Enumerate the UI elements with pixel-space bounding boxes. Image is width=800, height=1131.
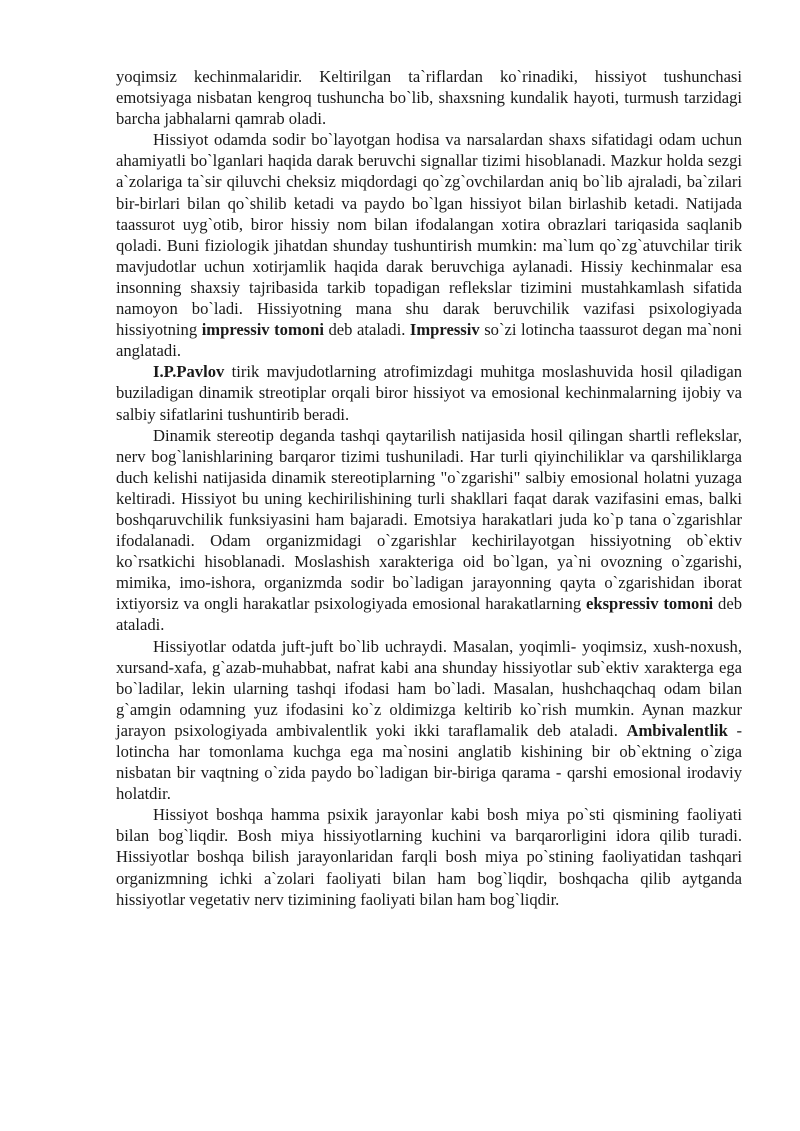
bold-term: Impressiv — [409, 320, 480, 340]
paragraph-3 — [116, 361, 742, 424]
paragraph-text: tirik mavjudotlarning atrofimizdagi muhitga moslashuvida hosil qiladigan buziladigan dinamik streotiplar orqali biror hissiyot va emosional kechinmalarning ijobiy va salbiy sifatlarini tushuntirib beradi. — [116, 362, 742, 424]
bold-term: ekspressiv tomoni — [585, 594, 714, 614]
paragraph-text: yoqimsiz kechinmalaridir. Keltirilgan ta`riflardan ko`rinadiki, hissiyot tushunchasi emotsiyaga nisbatan kengroq tushuncha bo`lib, shaxsning kundalik hayoti, turmush tarzidagi barcha jabhalarni qamrab oladi. — [116, 67, 742, 129]
paragraph-text: Hissiyotlar odatda juft-juft bo`lib uchraydi. Masalan, yoqimli- yoqimsiz, xush-noxush, xursand-xafa, g`azab-muhabbat, nafrat kabi ana shunday hissiyotlar sub`ektiv xarakterga ega bo`ladilar, lekin ularning tashqi ifodasi ham bo`ladi. Masalan, hushchaqchaq odam bilan g`amgin odamning yuz ifodasini ko`z oldimizga keltirib ko`rish mumkin. Aynan mazkur jarayon psixologiyada ambivalentlik yoki ikki taraflamalik deb ataladi. — [116, 636, 742, 740]
paragraph-text: Hissiyot odamda sodir bo`layotgan hodisa va narsalardan shaxs sifatidagi odam uchun ahamiyatli bo`lganlari haqida darak beruvchi signallar tizimi hisoblanadi. Mazkur holda sezgi a`zolariga ta`sir qiluvchi cheksiz miqdordagi qo`zg`ovchilardan aniq bo`lib ajraladi, ba`zilari bir-birlari bilan qo`shilib ketadi va paydo bo`lgan hissiyot bilan birlashib ketadi. Natijada taassurot uyg`otib, biror hissiy nom bilan ifodalangan xotira obrazlari tariqasida saqlanib qoladi. Buni fiziologik jihatdan shunday tushuntirish mumkin: ma`lum qo`zg`atuvchilar tirik mavjudotlar uchun xotirjamlik haqida darak beruvchiga aylanadi. Hissiy kechinmalar esa insonning shaxsiy tajribasida tarkib topadigan reflekslar tizimini mustahkamlash sifatida namoyon bo`ladi. Hissiyotning mana shu darak beruvchilik vazifasi psixologiyada hissiyotning — [116, 130, 742, 340]
paragraph-2 — [116, 129, 742, 361]
paragraph-text: - lotincha har tomonlama kuchga ega ma`nosini anglatib kishining bir ob`ektning o`ziga nisbatan bir vaqtning o`zida paydo bo`ladigan bir-biriga qarama - qarshi emosional irodaviy holatdir. — [116, 720, 742, 804]
bold-term: impressiv tomoni — [201, 320, 324, 340]
bold-term: I.P.Pavlov — [153, 362, 225, 382]
paragraph-1 — [116, 66, 742, 129]
bold-term: Ambivalentlik — [626, 720, 728, 740]
paragraph-5 — [116, 636, 742, 805]
document-page — [116, 66, 742, 910]
paragraph-text: Dinamik stereotip deganda tashqi qaytarilish natijasida hosil qilingan shartli reflekslar, nerv bog`lanishlarining barqaror tizimi tushuniladi. Har turli qiyinchiliklar va qarshiliklarga duch kelishi natijasida dinamik stereotiplarning "o`zgarishi" salbiy emosional holatni yuzaga keltiradi. Hissiyot bu uning kechirilishining turli shakllari faqat darak vazifasini emas, balki boshqaruvchilik funksiyasini ham bajaradi. Emotsiya harakatlari juda ko`p tana o`zgarishlar ifodalanadi. Odam organizmidagi o`zgarishlar kechirilayotgan hissiyotning ob`ektiv ko`rsatkichi hisoblanadi. Moslashish xarakteriga oid bo`lgan, ya`ni ovozning o`zgarishi, mimika, imo-ishora, organizmda sodir bo`ladigan jarayonning qayta o`zgarishidan iborat ixtiyorsiz va ongli harakatlar psixologiyada emosional harakatlarning — [116, 425, 742, 614]
paragraph-text: deb ataladi. — [323, 320, 410, 340]
paragraph-6 — [116, 804, 742, 909]
paragraph-4 — [116, 425, 742, 636]
paragraph-text: Hissiyot boshqa hamma psixik jarayonlar kabi bosh miya po`sti qismining faoliyati bilan bog`liqdir. Bosh miya hissiyotlarning kuchini va barqarorligini idora qilib turadi. Hissiyotlar boshqa bilish jarayonlaridan farqli bosh miya po`stining faoliyatidan tashqari organizmning ichki a`zolari faoliyati bilan ham bog`liqdir, boshqacha qilib aytganda hissiyotlar vegetativ nerv tizimining faoliyati bilan ham bog`liqdir. — [116, 805, 742, 909]
paragraph-text: so`zi lotincha taassurot degan ma`noni anglatadi. — [116, 320, 742, 361]
paragraph-text: deb ataladi. — [116, 594, 742, 635]
